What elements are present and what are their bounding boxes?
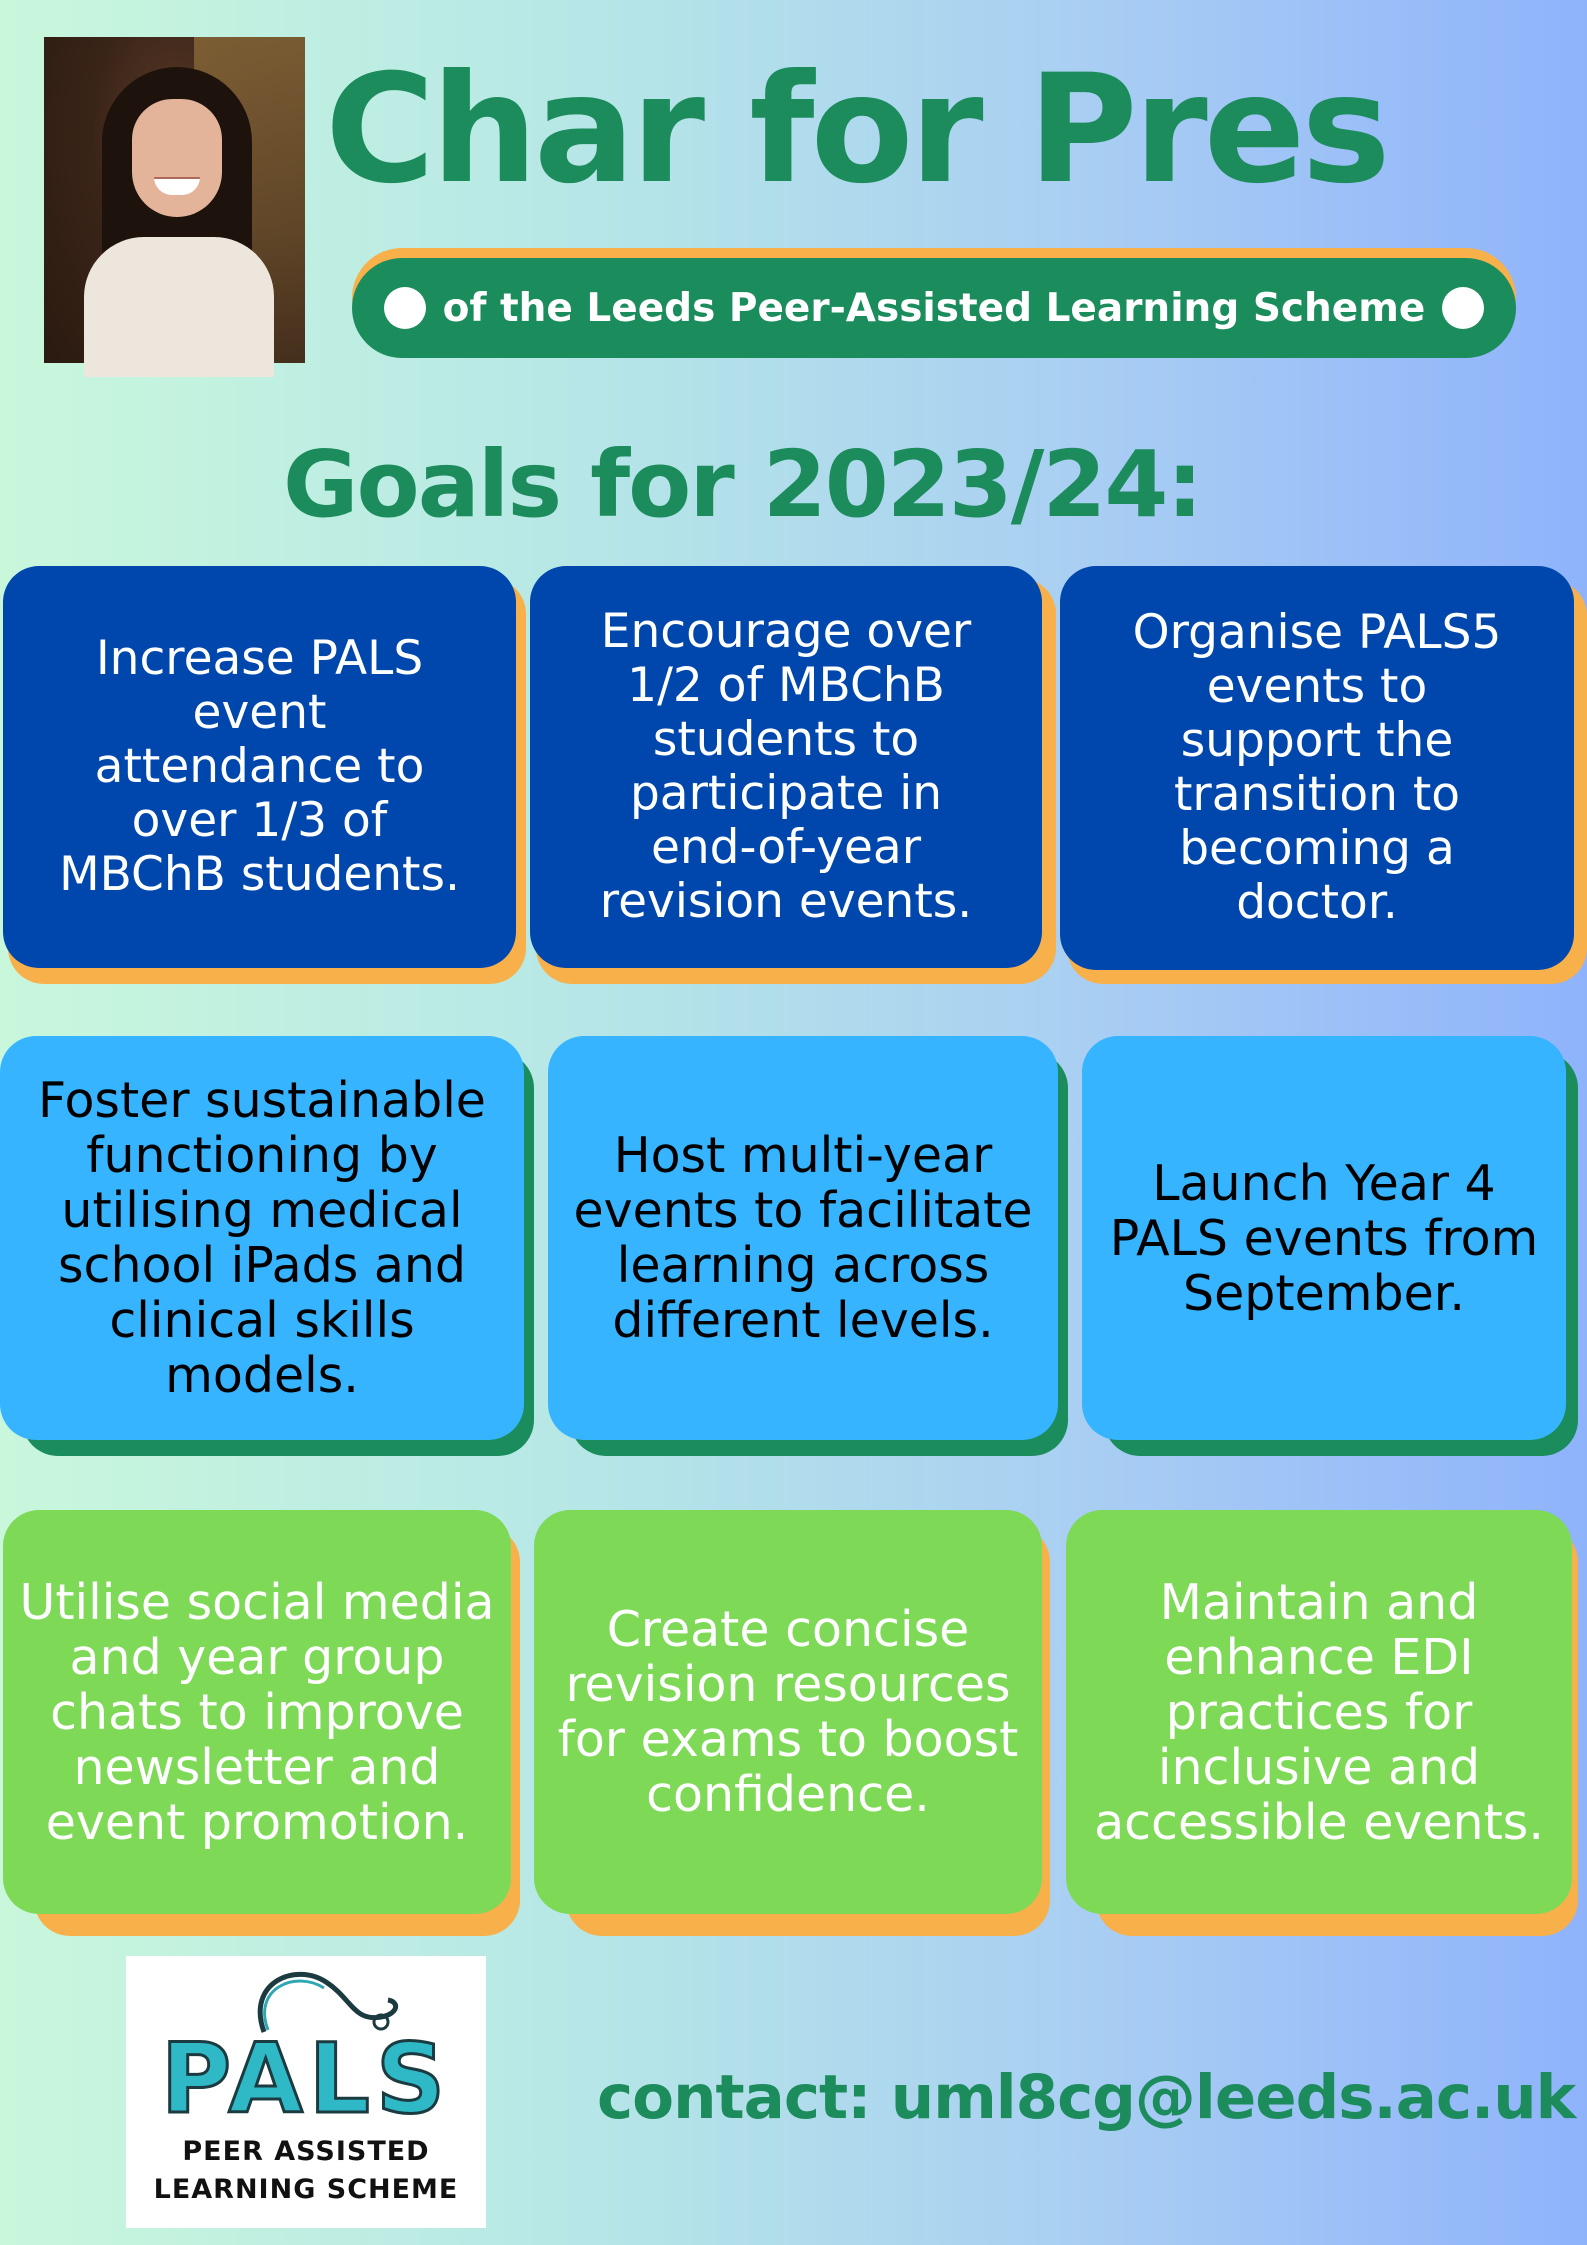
goal-card [3,1510,511,1914]
goal-card [1066,1510,1572,1914]
goal-text: Launch Year 4 PALS events from September. [1109,1154,1539,1322]
contact-email[interactable]: contact: uml8cg@leeds.ac.uk [597,2062,1576,2133]
goal-card [1060,566,1574,970]
goal-card [1082,1036,1566,1440]
goal-text: Create concise revision resources for exams to boost confidence. [557,1601,1019,1823]
bullet-dot-icon [384,287,426,329]
subtitle-text: of the Leeds Peer-Assisted Learning Scheme [442,285,1426,331]
goal-card [0,1036,524,1440]
logo-line-1: PEER ASSISTED [182,2136,430,2167]
bullet-dot-icon [1442,287,1484,329]
stethoscope-logo-icon [160,1962,452,2135]
goal-text: Organise PALS5 events to support the transition to becoming a doctor. [1132,605,1502,930]
candidate-photo [44,37,305,363]
goal-text: Host multi-year events to facilitate learning across different levels. [573,1127,1033,1349]
page-title: Char for Pres [325,43,1387,217]
goal-card [530,566,1042,968]
goal-card [534,1510,1042,1914]
logo-letters: PALS [160,2023,452,2135]
subtitle-banner [352,258,1516,358]
logo-line-2: LEARNING SCHEME [153,2174,459,2205]
goal-card [3,566,516,968]
goal-text: Encourage over 1/2 of MBChB students to participate in end-of-year revision events. [599,604,973,929]
goal-card [548,1036,1058,1440]
pals-logo [126,1956,486,2228]
goal-text: Foster sustainable functioning by utilising medical school iPads and clinical skills models. [38,1072,486,1404]
goals-heading: Goals for 2023/24: [283,431,1202,538]
goal-text: Utilise social media and year group chats to improve newsletter and event promotion. [19,1573,495,1851]
goal-text: Increase PALS event attendance to over 1/3 of MBChB students. [59,631,460,902]
goal-text: Maintain and enhance EDI practices for inclusive and accessible events. [1094,1573,1544,1851]
